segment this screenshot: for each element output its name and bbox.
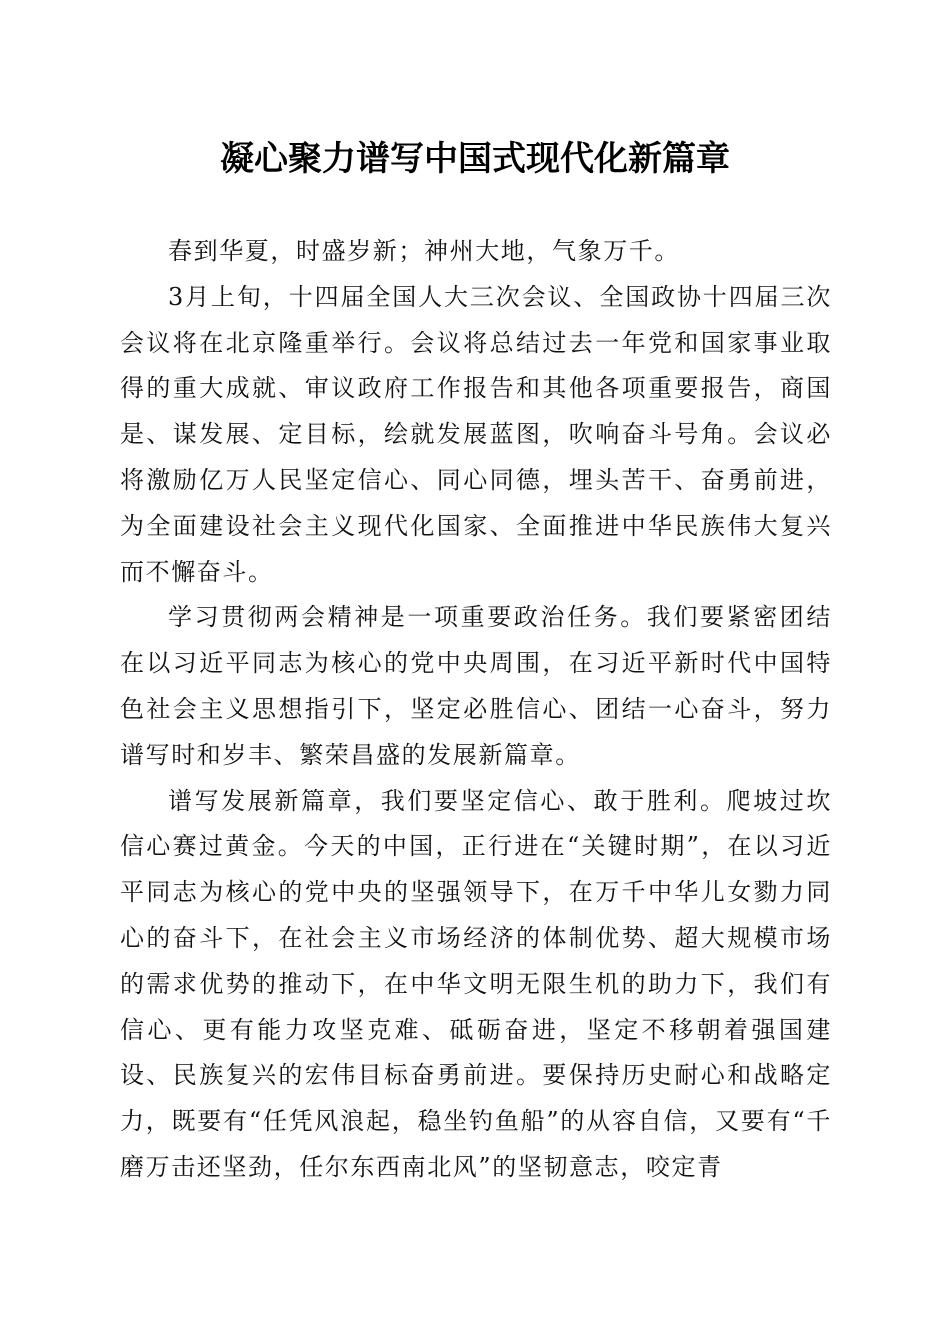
- paragraph: 学习贯彻两会精神是一项重要政治任务。我们要紧密团结在以习近平同志为核心的党中央周围，在习近平新时代中国特色社会主义思想指引下，坚定必胜信心、团结一心奋斗，努力谱写时和岁丰、繁荣昌盛的发展新篇章。: [120, 603, 832, 769]
- paragraph: 春到华夏，时盛岁新；神州大地，气象万千。: [168, 237, 680, 265]
- paragraph: 谱写发展新篇章，我们要坚定信心、敢于胜利。爬坡过坎信心赛过黄金。今天的中国，正行进在“关键时期”，在以习近平同志为核心的党中央的坚强领导下，在万千中华儿女勠力同心的奋斗下，在社会主义市场经济的体制优势、超大规模市场的需求优势的推动下，在中华文明无限生机的助力下，我们有信心、更有能力攻坚克难、砥砺奋进，坚定不移朝着强国建设、民族复兴的宏伟目标奋勇前进。要保持历史耐心和战略定力，既要有“任凭风浪起，稳坐钓鱼船”的从容自信，又要有“千磨万击还坚劲，任尔东西南北风”的坚韧意志，咬定青: [120, 786, 832, 1181]
- document-title: 凝心聚力谱写中国式现代化新篇章: [220, 139, 730, 179]
- document-body: [120, 229, 832, 1191]
- paragraph: 3月上旬，十四届全国人大三次会议、全国政协十四届三次会议将在北京隆重举行。会议将总结过去一年党和国家事业取得的重大成就、审议政府工作报告和其他各项重要报告，商国是、谋发展、定目标，绘就发展蓝图，吹响奋斗号角。会议必将激励亿万人民坚定信心、同心同德，埋头苦干、奋勇前进，为全面建设社会主义现代化国家、全面推进中华民族伟大复兴而不懈奋斗。: [120, 282, 832, 586]
